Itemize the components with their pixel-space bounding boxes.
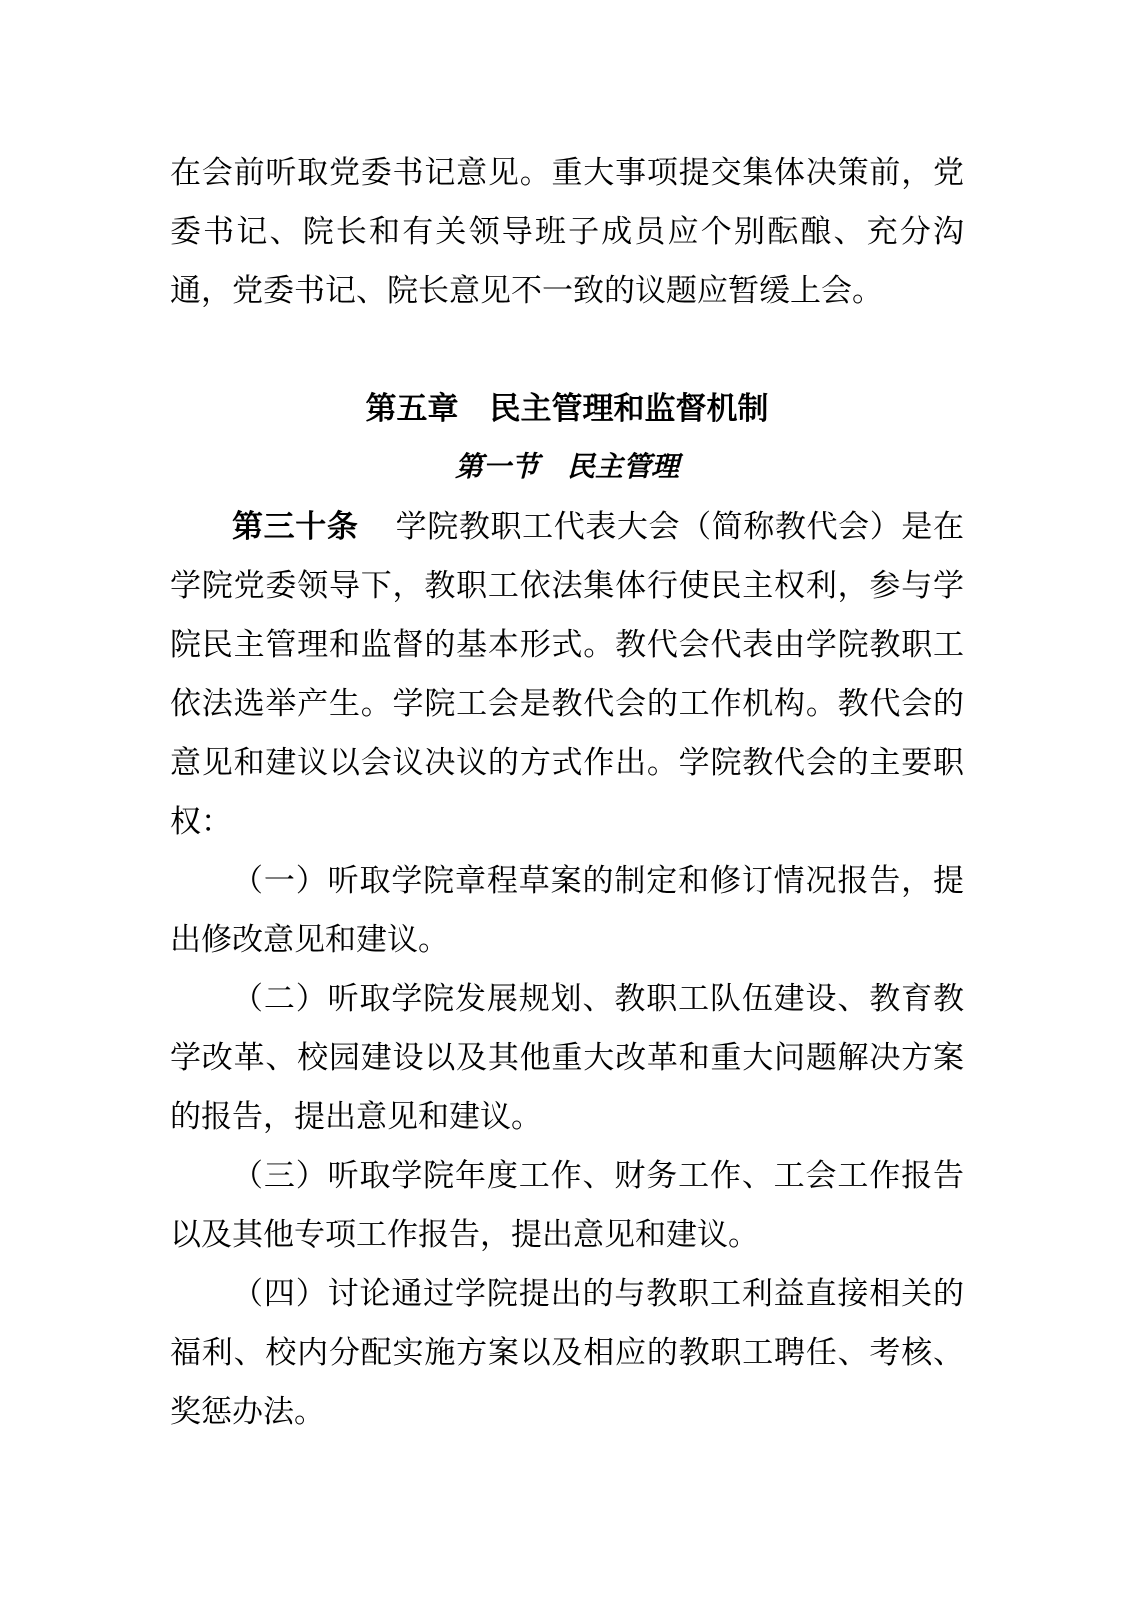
article-30-item-1: （一）听取学院章程草案的制定和修订情况报告，提出修改意见和建议。 [170, 863, 964, 957]
article-30-item-2: （二）听取学院发展规划、教职工队伍建设、教育教学改革、校园建设以及其他重大改革和重大问题解决方案的报告，提出意见和建议。 [170, 981, 964, 1134]
article-30-label: 第三十条 [232, 509, 359, 544]
paragraph-continuation: 在会前听取党委书记意见。重大事项提交集体决策前，党委书记、院长和有关领导班子成员应个别酝酿、充分沟通，党委书记、院长意见不一致的议题应暂缓上会。 [170, 155, 964, 308]
article-30-item-3: （三）听取学院年度工作、财务工作、工会工作报告以及其他专项工作报告，提出意见和建议。 [170, 1158, 964, 1252]
article-30-paragraph [170, 497, 964, 851]
article-30-text: 学院教职工代表大会（简称教代会）是在学院党委领导下，教职工依法集体行使民主权利，参与学院民主管理和监督的基本形式。教代会代表由学院教职工依法选举产生。学院工会是教代会的工作机构。教代会的意见和建议以会议决议的方式作出。学院教代会的主要职权： [170, 509, 965, 839]
section-heading: 第一节 民主管理 [454, 452, 679, 483]
chapter-heading: 第五章 民主管理和监督机制 [365, 391, 769, 426]
article-30-item-4: （四）讨论通过学院提出的与教职工利益直接相关的福利、校内分配实施方案以及相应的教职工聘任、考核、奖惩办法。 [170, 1276, 964, 1429]
